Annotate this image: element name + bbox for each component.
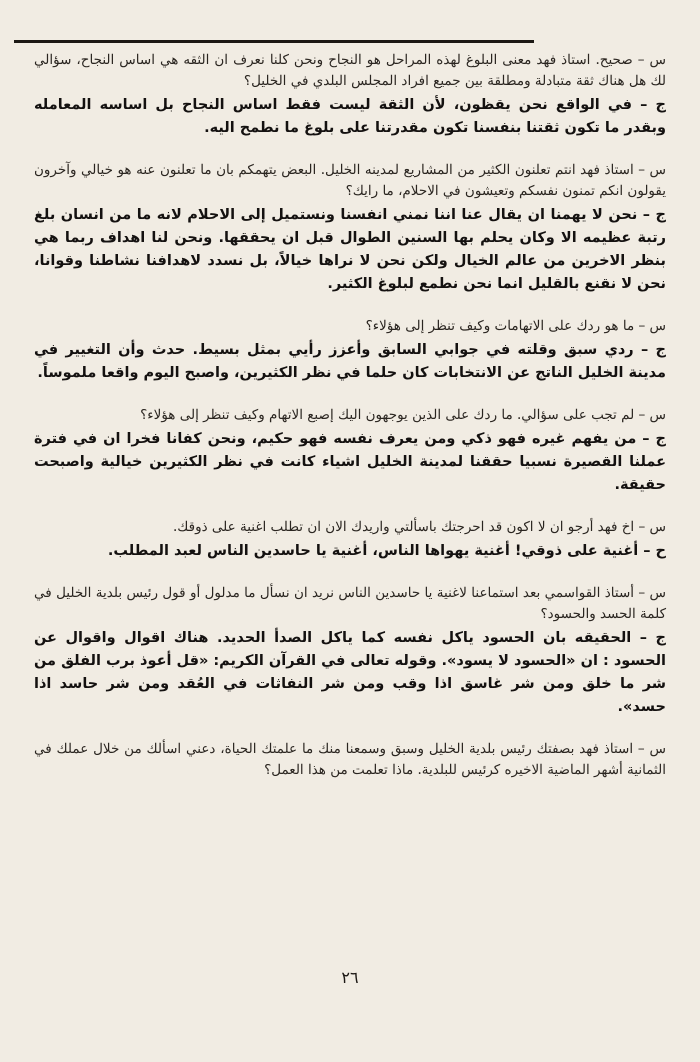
page-number: ٢٦	[341, 968, 359, 987]
interview-content	[34, 50, 666, 801]
qa-block-7	[34, 739, 666, 781]
qa-block-5	[34, 517, 666, 563]
answer-4: ج – من يفهم غيره فهو ذكي ومن يعرف نفسه فهو حكيم، ونحن كفانا فخرا ان في فترة عملنا القصيرة نسبيا حققنا لمدينة الخليل اشياء كانت في نظر الكثيرين خيالية واصبحت حقيقة.	[34, 431, 666, 493]
qa-block-2	[34, 160, 666, 296]
question-7: س – استاذ فهد بصفتك رئيس بلدية الخليل وسبق وسمعنا منك ما علمتك الحياة، دعني اسألك من خلال عملك في الثمانية أشهر الماضية الاخيره كرئيس للبلدية. ماذا تعلمت من هذا العمل؟	[34, 741, 666, 778]
qa-block-3	[34, 316, 666, 385]
question-1: س – صحيح. استاذ فهد معنى البلوغ لهذه المراحل هو النجاح ونحن كلنا نعرف ان الثقه هي اساس النجاح، سؤالي لك هل هناك ثقة متبادلة ومطلقة بين جميع افراد المجلس البلدي في الخليل؟	[34, 52, 666, 89]
top-rule	[14, 40, 534, 43]
answer-3: ج – ردي سبق وقلته في جوابي السابق وأعزز رأيي بمثل بسيط. حدث وأن التغيير في مدينة الخليل الناتج عن الانتخابات كان حلما في نظر الكثيرين، واصبح اليوم واقعا ملموساً.	[34, 342, 666, 381]
question-5: س – اخ فهد أرجو ان لا اكون قد احرجتك باسألتي واريدك الان ان تطلب اغنية على ذوقك.	[172, 519, 666, 535]
answer-2: ج – نحن لا يهمنا ان يقال عنا اننا نمني انفسنا ونستميل إلى الاحلام لانه ما من انسان بلغ رتبة عظيمه الا وكان يحلم بها السنين الطوال قبل ان يحققها. ونحن لنا اهداف ربما هي بنظر الاخرين من عالم الخيال ولكن نحن لا نراها خيالاً، بل نسدد لاهدافنا نشاطنا وقوانا، نحن لا نقنع بالقليل انما نحن نطمع لبلوغ الكثير.	[34, 207, 666, 292]
answer-5: ح – أغنية على ذوقي! أغنية يهواها الناس، أغنية يا حاسدين الناس لعبد المطلب.	[107, 543, 666, 559]
question-6: س – أستاذ القواسمي بعد استماعنا لاغنية يا حاسدين الناس نريد ان نسأل ما مدلول أو قول رئيس بلدية الخليل في كلمة الحسد والحسود؟	[34, 585, 666, 622]
qa-block-1	[34, 50, 666, 140]
answer-1: ج – في الواقع نحن يقظون، لأن الثقة ليست فقط اساس النجاح بل اساسه المعامله وبقدر ما تكون ثقتنا بنفسنا تكون مقدرتنا على بلوغ ما نطمح اليه.	[34, 97, 666, 136]
answer-6: ج – الحقيقه بان الحسود ياكل نفسه كما ياكل الصدأ الحديد. هناك اقوال واقوال عن الحسود : ان «الحسود لا يسود». وقوله تعالى في القرآن الكريم: «قل أعوذ برب الفلق من شر ما خلق ومن شر غاسق اذا وقب ومن شر النفاثات في العُقد ومن شر حاسد اذا حسد».	[34, 630, 666, 715]
question-4: س – لم تجب على سؤالي. ما ردك على الذين يوجهون اليك إصبع الاتهام وكيف تنظر إلى هؤلاء؟	[140, 407, 666, 423]
question-3: س – ما هو ردك على الاتهامات وكيف تنظر إلى هؤلاء؟	[365, 318, 666, 334]
qa-block-6	[34, 583, 666, 719]
qa-block-4	[34, 405, 666, 497]
question-2: س – استاذ فهد انتم تعلنون الكثير من المشاريع لمدينه الخليل. البعض يتهمكم بان ما تعلنون عنه هو خيالي وآخرون يقولون انكم تمنون نفسكم وتعيشون في الاحلام، ما رايك؟	[34, 162, 666, 199]
